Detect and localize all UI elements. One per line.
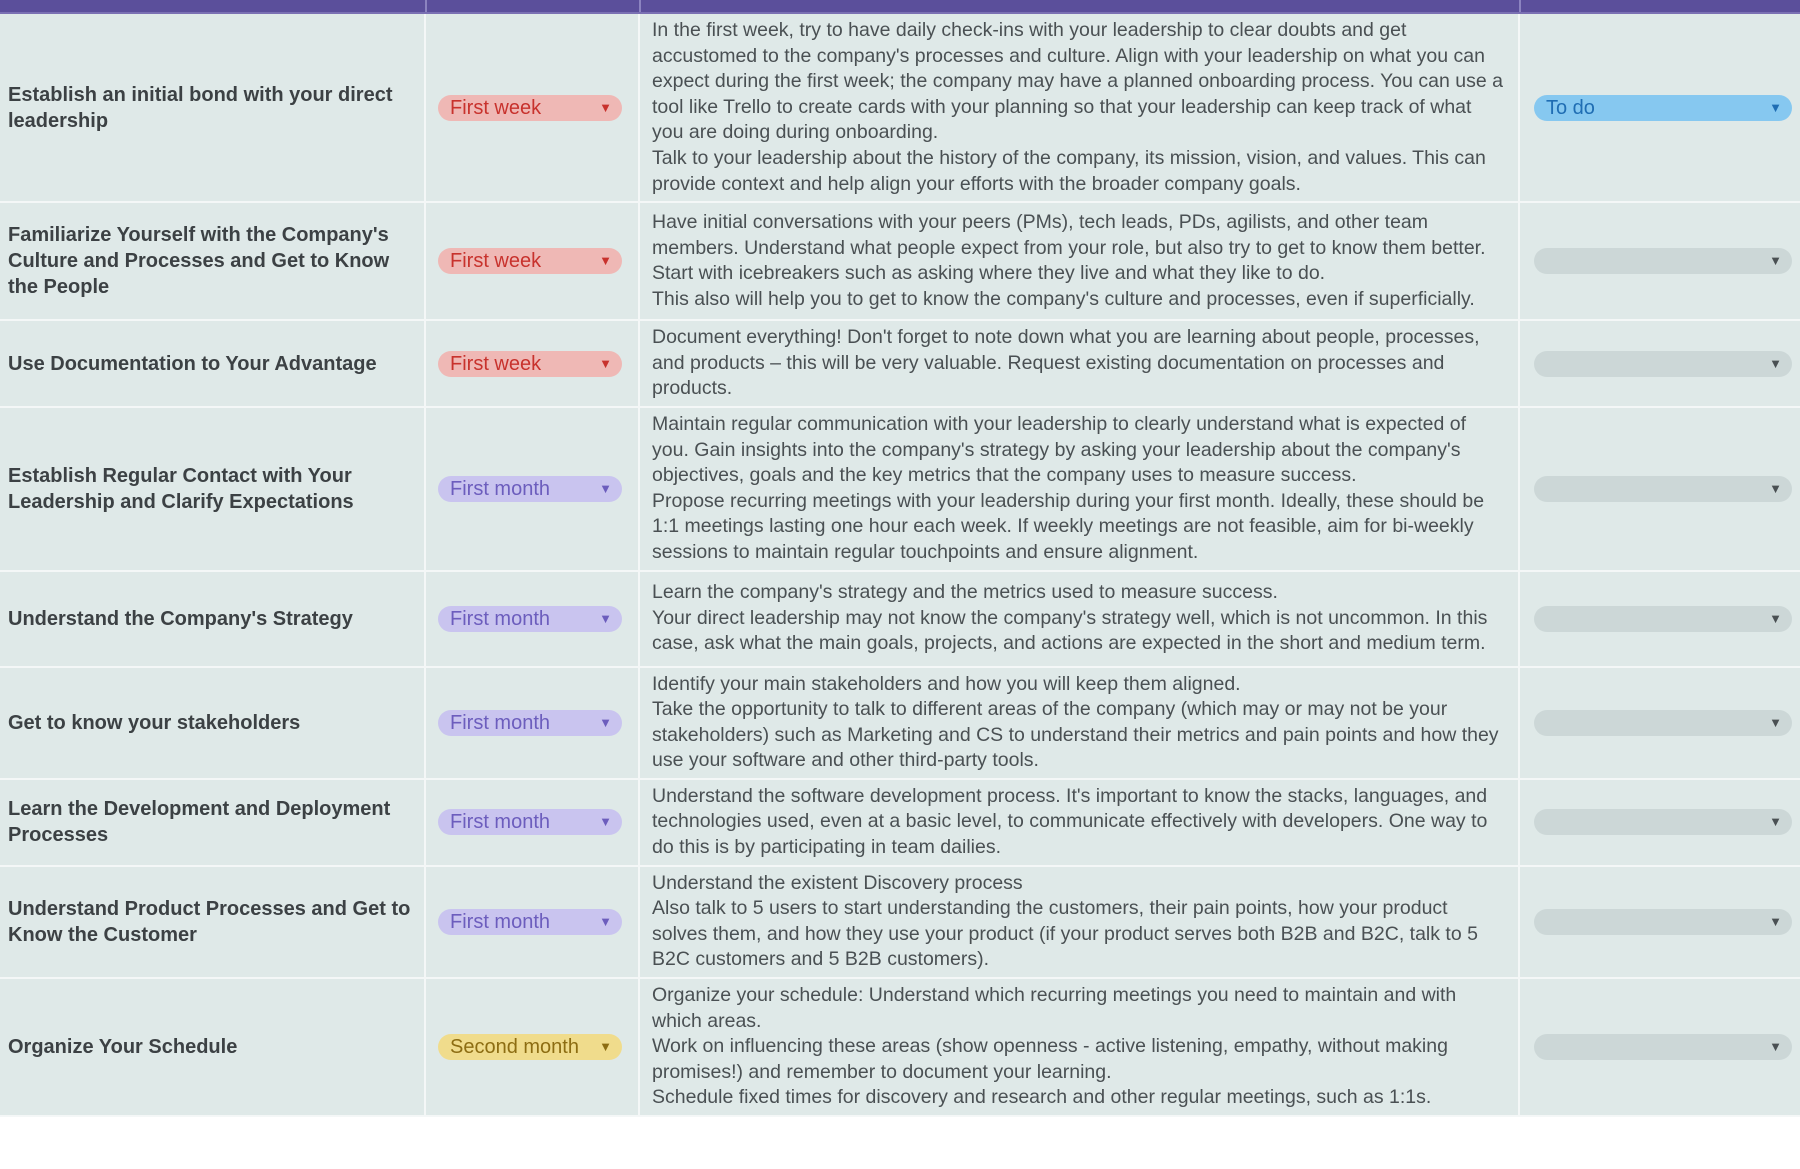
timing-cell[interactable] [425,978,639,1116]
timing-dropdown[interactable] [438,710,622,736]
status-dropdown[interactable] [1534,1034,1792,1060]
timing-cell[interactable] [425,407,639,571]
status-dropdown[interactable] [1534,809,1792,835]
chevron-down-icon[interactable]: ▼ [599,814,612,830]
timing-dropdown[interactable] [438,351,622,377]
timing-label: First month [450,607,551,630]
status-dropdown[interactable] [1534,248,1792,274]
task-cell[interactable] [0,202,425,320]
task-title: Learn the Development and Deployment Processes [8,798,391,847]
chevron-down-icon[interactable]: ▼ [599,99,612,115]
status-dropdown[interactable] [1534,95,1792,121]
description-text: In the first week, try to have daily check-ins with your leadership to clear doubts and get accustomed to the company's processes and culture. Align with your leadership on what you can expect during the first week; the company may have a planned onboarding process. You can use a tool like Trello to create cards with your planning so that your leadership can keep track of what you are doing during onboarding. Talk to your leadership about the history of the company, its mission, vision, and values. This can provide context and help align your efforts with the broader company goals. [652,19,1503,195]
task-cell[interactable] [0,667,425,779]
status-cell[interactable] [1519,779,1800,866]
timing-cell[interactable] [425,866,639,978]
description-text: Understand the existent Discovery process Also talk to 5 users to start understanding the customers, their pain points, how your product solves them, and how they use your product (if your product serves both B2B and B2C, talk to 5 B2C customers and 5 B2B customers). [652,871,1478,971]
table-row [0,407,1800,571]
chevron-down-icon[interactable]: ▼ [1769,99,1782,115]
timing-label: First month [450,910,551,933]
task-title: Establish Regular Contact with Your Leadership and Clarify Expectations [8,464,354,513]
timing-label: First week [450,352,542,375]
status-dropdown[interactable] [1534,606,1792,632]
description-text: Learn the company's strategy and the metrics used to measure success. Your direct leadership may not know the company's strategy well, which is not uncommon. In this case, ask what the main goals, projects, and actions are expected in the short and medium term. [652,581,1488,655]
timing-cell[interactable] [425,571,639,667]
status-cell[interactable] [1519,667,1800,779]
chevron-down-icon[interactable]: ▼ [1769,913,1782,929]
chevron-down-icon[interactable]: ▼ [599,610,612,626]
chevron-down-icon[interactable]: ▼ [1769,253,1782,269]
chevron-down-icon[interactable]: ▼ [599,355,612,371]
status-dropdown[interactable] [1534,476,1792,502]
description-cell[interactable] [639,779,1519,866]
timing-dropdown[interactable] [438,248,622,274]
timing-label: First month [450,477,551,500]
timing-label: Second month [450,1036,579,1059]
description-text: Document everything! Don't forget to note down what you are learning about people, processes, and products – this will be very valuable. Request existing documentation on processes and products. [652,326,1480,400]
description-cell[interactable] [639,407,1519,571]
table-row [0,571,1800,667]
task-title: Establish an initial bond with your direct leadership [8,83,393,132]
description-cell[interactable] [639,571,1519,667]
timing-dropdown[interactable] [438,95,622,121]
status-cell[interactable] [1519,320,1800,407]
task-title: Get to know your stakeholders [8,711,301,734]
timing-dropdown[interactable] [438,1034,622,1060]
description-text: Maintain regular communication with your leadership to clearly understand what is expected of you. Gain insights into the company's strategy by asking your leadership about the company's objectives, goals and the key metrics that the company uses to measure success. Propose recurring meetings with your leadership during your first month. Ideally, these should be 1:1 meetings lasting one hour each week. If weekly meetings are not feasible, aim for bi-weekly sessions to maintain regular touchpoints and ensure alignment. [652,412,1485,563]
table-row [0,866,1800,978]
timing-cell[interactable] [425,320,639,407]
description-cell[interactable] [639,866,1519,978]
table-row [0,667,1800,779]
task-cell[interactable] [0,571,425,667]
chevron-down-icon[interactable]: ▼ [599,253,612,269]
table-row [0,779,1800,866]
timing-label: First month [450,811,551,834]
timing-dropdown[interactable] [438,809,622,835]
status-cell[interactable] [1519,571,1800,667]
chevron-down-icon[interactable]: ▼ [599,714,612,730]
chevron-down-icon[interactable]: ▼ [599,913,612,929]
description-text: Have initial conversations with your peers (PMs), tech leads, PDs, agilists, and other team members. Understand what people expect from your role, but also try to get to know them better. Start with icebreakers such as asking where they live and what they like to do. This also will help you to get to know the company's culture and processes, even if superficially. [652,210,1486,310]
task-title: Understand the Company's Strategy [8,607,353,630]
status-label: To do [1546,96,1595,119]
table-row [0,320,1800,407]
table-header-bar [0,0,1800,14]
chevron-down-icon[interactable]: ▼ [1769,355,1782,371]
chevron-down-icon[interactable]: ▼ [1769,714,1782,730]
task-cell[interactable] [0,866,425,978]
chevron-down-icon[interactable]: ▼ [1769,610,1782,626]
chevron-down-icon[interactable]: ▼ [1769,480,1782,496]
status-cell[interactable] [1519,978,1800,1116]
description-cell[interactable] [639,202,1519,320]
chevron-down-icon[interactable]: ▼ [599,480,612,496]
description-cell[interactable] [639,667,1519,779]
timing-cell[interactable] [425,779,639,866]
table-row [0,978,1800,1116]
timing-dropdown[interactable] [438,606,622,632]
task-cell[interactable] [0,320,425,407]
description-text: Identify your main stakeholders and how you will keep them aligned. Take the opportunity to talk to different areas of the company (which may or may not be your stakeholders) such as Marketing and CS to understand their metrics and pain points and how they use your software and other third-party tools. [652,672,1499,772]
chevron-down-icon[interactable]: ▼ [1769,814,1782,830]
timing-cell[interactable] [425,202,639,320]
timing-label: First month [450,711,551,734]
timing-dropdown[interactable] [438,909,622,935]
description-cell[interactable] [639,978,1519,1116]
task-cell[interactable] [0,978,425,1116]
chevron-down-icon[interactable]: ▼ [599,1039,612,1055]
status-dropdown[interactable] [1534,351,1792,377]
description-text: Understand the software development process. It's important to know the stacks, languages, and technologies used, even at a basic level, to communicate effectively with developers. One way to do this is by participating in team dailies. [652,784,1488,859]
task-title: Understand Product Processes and Get to Know the Customer [8,897,411,946]
timing-dropdown[interactable] [438,476,622,502]
timing-cell[interactable] [425,14,639,202]
status-cell[interactable] [1519,407,1800,571]
description-cell[interactable] [639,320,1519,407]
status-dropdown[interactable] [1534,909,1792,935]
task-cell[interactable] [0,14,425,202]
task-cell[interactable] [0,779,425,866]
status-cell[interactable] [1519,14,1800,202]
table-row [0,14,1800,202]
timing-cell[interactable] [425,667,639,779]
onboarding-table [0,14,1800,1117]
status-cell[interactable] [1519,202,1800,320]
description-cell[interactable] [639,14,1519,202]
task-cell[interactable] [0,407,425,571]
timing-label: First week [450,96,542,119]
task-title: Organize Your Schedule [8,1036,238,1059]
status-cell[interactable] [1519,866,1800,978]
description-text: Organize your schedule: Understand which recurring meetings you need to maintain and with which areas. Work on influencing these areas (show openness - active listening, empathy, without making promises!) and remember to document your learning. Schedule fixed times for discovery and research and other regular meetings, such as 1:1s. [652,984,1457,1109]
task-title: Use Documentation to Your Advantage [8,352,377,375]
status-dropdown[interactable] [1534,710,1792,736]
timing-label: First week [450,250,542,273]
chevron-down-icon[interactable]: ▼ [1769,1039,1782,1055]
task-title: Familiarize Yourself with the Company's Culture and Processes and Get to Know the People [8,224,390,299]
table-row [0,202,1800,320]
